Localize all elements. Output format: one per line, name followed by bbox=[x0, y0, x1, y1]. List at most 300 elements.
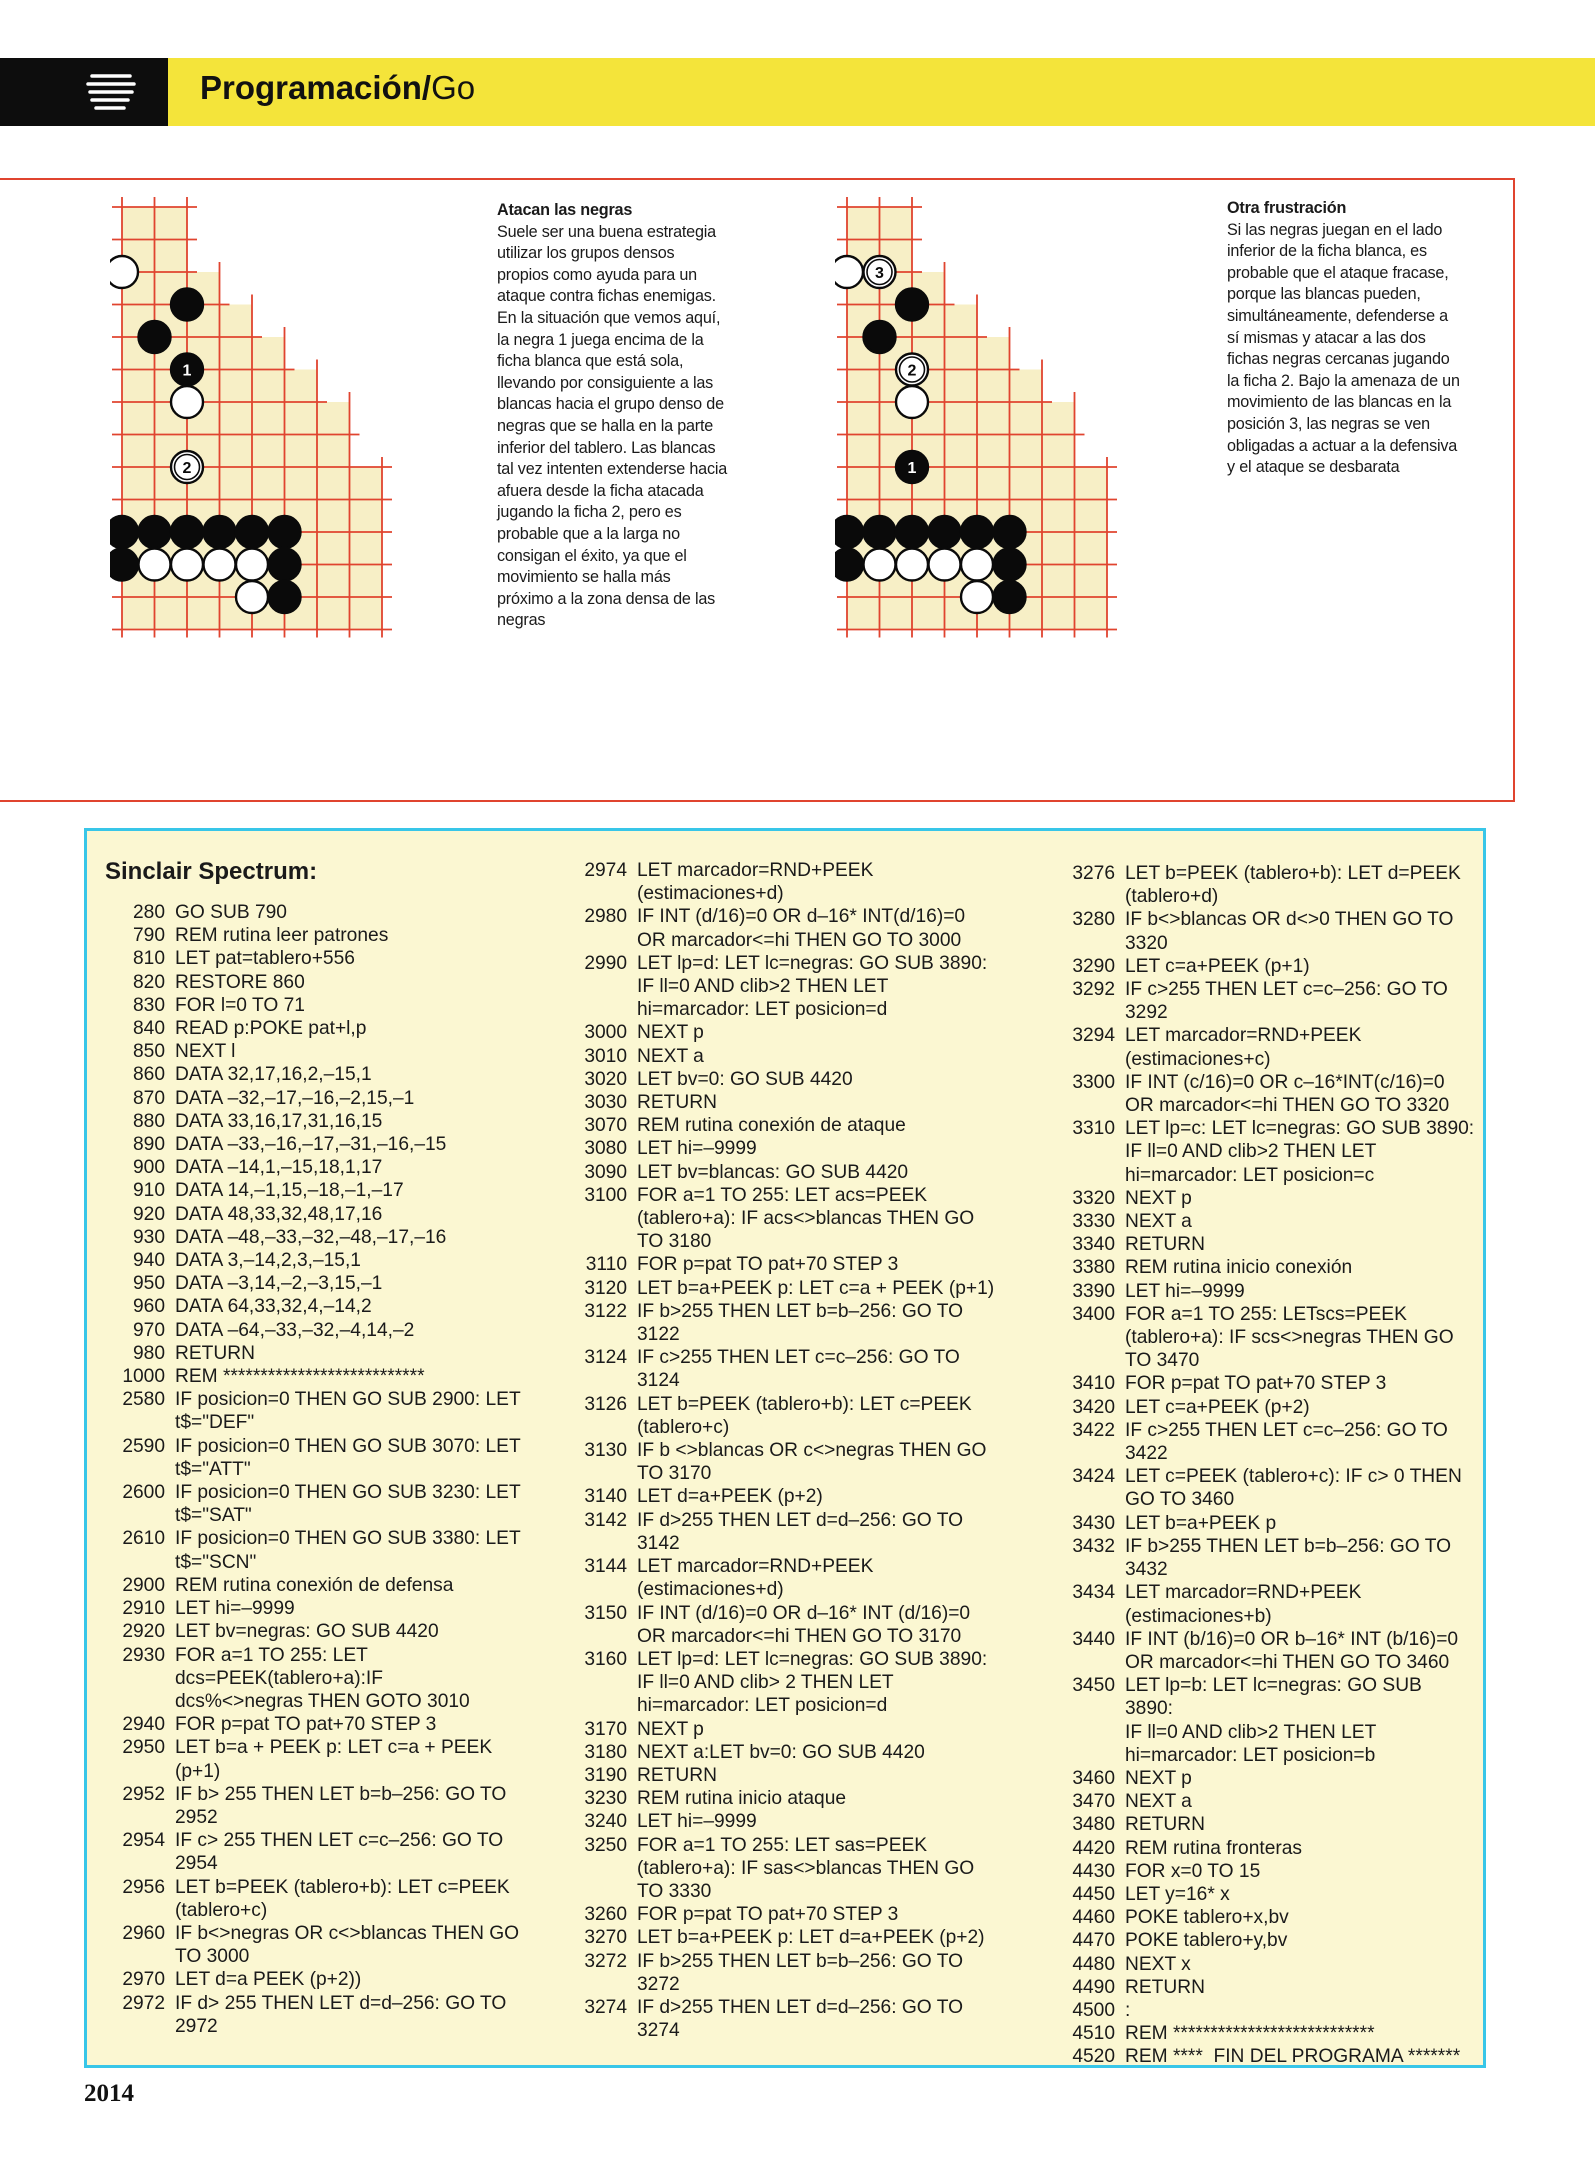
line-code: FOR l=0 TO 71 bbox=[175, 994, 305, 1016]
line-number: 3240 bbox=[584, 1811, 627, 1833]
code-line bbox=[105, 1968, 545, 1991]
code-line bbox=[567, 1137, 1017, 1160]
line-code: POKE tablero+x,bv bbox=[1125, 1907, 1289, 1929]
line-number: 3160 bbox=[584, 1648, 627, 1670]
line-code: IF posicion=0 THEN GO SUB 2900: LET t$="DEF" bbox=[175, 1389, 521, 1434]
code-line bbox=[1055, 862, 1475, 908]
line-code: NEXT x bbox=[1125, 1953, 1191, 1975]
line-code: DATA –3,14,–2,–3,15,–1 bbox=[175, 1273, 383, 1295]
code-line bbox=[567, 905, 1017, 951]
black-stone bbox=[994, 549, 1026, 581]
line-code: FOR x=0 TO 15 bbox=[1125, 1860, 1261, 1882]
line-code: REM rutina inicio conexión bbox=[1125, 1257, 1353, 1279]
line-number: 3142 bbox=[584, 1509, 627, 1531]
line-code: DATA –32,–17,–16,–2,15,–1 bbox=[175, 1087, 415, 1109]
line-code: IF d>255 THEN LET d=d–256: GO TO 3274 bbox=[637, 1996, 964, 2042]
code-line bbox=[1055, 1024, 1475, 1070]
line-code: IF INT (d/16)=0 OR d–16* INT (d/16)=0 OR marcador<=hi THEN GO TO 3170 bbox=[637, 1602, 971, 1647]
line-number: 940 bbox=[132, 1250, 165, 1272]
line-code: REM *************************** bbox=[1125, 2023, 1375, 2045]
line-number: 3340 bbox=[1072, 1234, 1115, 1256]
line-number: 4430 bbox=[1072, 1860, 1115, 1882]
code-line bbox=[567, 1253, 1017, 1276]
line-number: 860 bbox=[132, 1064, 165, 1086]
line-code: DATA 48,33,32,48,17,16 bbox=[175, 1203, 383, 1225]
line-number: 3424 bbox=[1072, 1466, 1115, 1488]
caption-line: la negra 1 juega encima de la bbox=[497, 330, 704, 349]
black-stone bbox=[835, 549, 863, 581]
black-stone bbox=[236, 516, 268, 548]
line-code: NEXT p bbox=[637, 1022, 704, 1044]
black-stone bbox=[896, 289, 928, 321]
caption-line: negras bbox=[497, 611, 546, 630]
code-line bbox=[567, 1903, 1017, 1926]
black-stone bbox=[139, 516, 171, 548]
code-line bbox=[1055, 1674, 1475, 1767]
code-line bbox=[105, 1783, 545, 1829]
line-number: 4460 bbox=[1072, 1907, 1115, 1929]
code-line bbox=[567, 1602, 1017, 1648]
caption-line: probable que el ataque fracase, bbox=[1227, 263, 1449, 282]
line-code: LET bv=0: GO SUB 4420 bbox=[637, 1068, 853, 1090]
line-code: RETURN bbox=[175, 1342, 255, 1364]
code-line bbox=[1055, 1187, 1475, 1210]
line-code: RESTORE 860 bbox=[175, 971, 305, 993]
line-code: RETURN bbox=[1125, 1234, 1205, 1256]
caption-line: la ficha 2. Bajo la amenaza de un bbox=[1227, 371, 1460, 390]
code-line bbox=[105, 1876, 545, 1922]
code-line bbox=[567, 1718, 1017, 1741]
line-code: RETURN bbox=[1125, 1814, 1205, 1836]
code-line bbox=[567, 1555, 1017, 1601]
listing-column-1 bbox=[105, 857, 545, 2038]
section-logo bbox=[0, 58, 168, 126]
black-stone bbox=[204, 516, 236, 548]
stacked-stripes-icon bbox=[78, 68, 148, 118]
line-code: FOR a=1 TO 255: LET sas=PEEK (tablero+a): IF sas<>blancas THEN GO TO 3330 bbox=[637, 1834, 975, 1902]
black-stone bbox=[864, 321, 896, 353]
line-number: 3320 bbox=[1072, 1187, 1115, 1209]
line-number: 2910 bbox=[122, 1598, 165, 1620]
line-number: 810 bbox=[132, 948, 165, 970]
line-code: GO SUB 790 bbox=[175, 902, 287, 923]
line-code: IF d> 255 THEN LET d=d–256: GO TO 2972 bbox=[175, 1992, 507, 2037]
code-line bbox=[105, 1110, 545, 1133]
line-code: IF INT (b/16)=0 OR b–16* INT (b/16)=0 OR marcador<=hi THEN GO TO 3460 bbox=[1125, 1628, 1459, 1673]
figure-2-caption-body bbox=[1227, 220, 1517, 479]
code-line bbox=[567, 1834, 1017, 1904]
line-number: 960 bbox=[132, 1296, 165, 1318]
caption-line: consigan el éxito, ya que el bbox=[497, 546, 687, 565]
line-number: 2900 bbox=[122, 1574, 165, 1596]
line-code: IF b<>blancas OR d<>0 THEN GO TO 3320 bbox=[1125, 909, 1454, 954]
line-number: 3180 bbox=[584, 1741, 627, 1763]
line-number: 920 bbox=[132, 1203, 165, 1225]
line-code: LET hi=–9999 bbox=[175, 1598, 295, 1620]
black-stone bbox=[110, 549, 138, 581]
code-line bbox=[105, 1388, 545, 1434]
program-listing bbox=[84, 828, 1486, 2068]
listing-column-3 bbox=[1055, 862, 1475, 2069]
line-code: DATA 33,16,17,31,16,15 bbox=[175, 1110, 383, 1132]
line-number: 3110 bbox=[585, 1254, 627, 1276]
white-stone bbox=[864, 256, 896, 288]
line-code: DATA –33,–16,–17,–31,–16,–15 bbox=[175, 1134, 447, 1156]
line-code: LET hi=–9999 bbox=[637, 1138, 757, 1160]
code-line bbox=[567, 1091, 1017, 1114]
line-code: LET y=16* x bbox=[1125, 1883, 1230, 1905]
line-number: 3124 bbox=[584, 1347, 627, 1369]
code-line bbox=[567, 1346, 1017, 1392]
line-code: IF d>255 THEN LET d=d–256: GO TO 3142 bbox=[637, 1509, 964, 1554]
line-number: 2974 bbox=[584, 860, 627, 881]
line-number: 2952 bbox=[122, 1783, 165, 1805]
caption-line: posición 3, las negras se ven bbox=[1227, 414, 1430, 433]
line-code: IF c> 255 THEN LET c=c–256: GO TO 2954 bbox=[175, 1830, 504, 1875]
line-number: 910 bbox=[132, 1180, 165, 1202]
code-line bbox=[105, 1597, 545, 1620]
line-number: 850 bbox=[132, 1041, 165, 1063]
code-line bbox=[105, 1272, 545, 1295]
stone-label: 3 bbox=[875, 265, 884, 282]
code-line bbox=[567, 952, 1017, 1022]
line-code: IF b>255 THEN LET b=b–256: GO TO 3272 bbox=[637, 1950, 964, 1995]
line-code: LET hi=–9999 bbox=[1125, 1280, 1245, 1302]
white-stone bbox=[171, 549, 203, 581]
code-line bbox=[105, 1226, 545, 1249]
line-code: IF INT (c/16)=0 OR c–16*INT(c/16)=0 OR marcador<=hi THEN GO TO 3320 bbox=[1125, 1071, 1450, 1117]
white-stone bbox=[896, 549, 928, 581]
line-code: LET bv=blancas: GO SUB 4420 bbox=[637, 1161, 909, 1183]
code-line bbox=[1055, 978, 1475, 1024]
code-line bbox=[1055, 1999, 1475, 2022]
line-number: 3080 bbox=[584, 1138, 627, 1160]
line-code: LET c=PEEK (tablero+c): IF c> 0 THEN GO TO 3460 bbox=[1125, 1466, 1462, 1511]
line-number: 3190 bbox=[584, 1764, 627, 1786]
code-line bbox=[1055, 1837, 1475, 1860]
line-number: 4520 bbox=[1072, 2046, 1115, 2068]
code-line bbox=[1055, 1117, 1475, 1187]
code-line bbox=[567, 1045, 1017, 1068]
line-code: IF posicion=0 THEN GO SUB 3230: LET t$="SAT" bbox=[175, 1482, 521, 1527]
code-line bbox=[105, 1087, 545, 1110]
line-code: REM rutina conexión de defensa bbox=[175, 1574, 454, 1596]
code-line bbox=[105, 1922, 545, 1968]
line-code: REM rutina leer patrones bbox=[175, 925, 389, 947]
line-code: IF b<>negras OR c<>blancas THEN GO TO 3000 bbox=[175, 1922, 520, 1968]
line-number: 2970 bbox=[122, 1969, 165, 1991]
line-number: 840 bbox=[132, 1018, 165, 1040]
line-number: 2580 bbox=[122, 1389, 165, 1411]
code-line bbox=[1055, 1767, 1475, 1790]
line-code: NEXT p bbox=[1125, 1767, 1192, 1789]
code-line bbox=[105, 1203, 545, 1226]
line-number: 4420 bbox=[1072, 1837, 1115, 1859]
code-line bbox=[567, 1787, 1017, 1810]
line-code: IF c>255 THEN LET c=c–256: GO TO 3422 bbox=[1125, 1419, 1448, 1465]
line-number: 890 bbox=[132, 1134, 165, 1156]
line-number: 4490 bbox=[1072, 1976, 1115, 1998]
code-line bbox=[1055, 1280, 1475, 1303]
line-code: NEXT a bbox=[1125, 1211, 1192, 1233]
line-number: 3390 bbox=[1072, 1280, 1115, 1302]
code-line bbox=[567, 1741, 1017, 1764]
code-line bbox=[567, 1485, 1017, 1508]
code-line bbox=[105, 1063, 545, 1086]
line-number: 830 bbox=[132, 994, 165, 1016]
black-stone bbox=[171, 354, 203, 386]
line-number: 3126 bbox=[584, 1393, 627, 1415]
caption-line: utilizar los grupos densos bbox=[497, 244, 675, 263]
stone-label: 2 bbox=[182, 460, 192, 477]
line-code: POKE tablero+y,bv bbox=[1125, 1930, 1288, 1952]
line-code: DATA 64,33,32,4,–14,2 bbox=[175, 1296, 372, 1318]
line-number: 3276 bbox=[1072, 863, 1115, 884]
white-stone bbox=[204, 549, 236, 581]
code-line bbox=[567, 1184, 1017, 1254]
black-stone bbox=[896, 516, 928, 548]
caption-line: simultáneamente, defenderse a bbox=[1227, 306, 1448, 325]
line-code: LET lp=d: LET lc=negras: GO SUB 3890: IF ll=0 AND clib>2 THEN LET hi=marcador: LET posicion=d bbox=[637, 952, 988, 1021]
code-line bbox=[105, 994, 545, 1017]
code-line bbox=[1055, 1813, 1475, 1836]
line-code: FOR p=pat TO pat+70 STEP 3 bbox=[175, 1714, 437, 1736]
line-number: 3292 bbox=[1072, 979, 1115, 1001]
line-number: 3260 bbox=[584, 1904, 627, 1926]
line-code: IF c>255 THEN LET c=c–256: GO TO 3292 bbox=[1125, 979, 1448, 1024]
code-line bbox=[1055, 2022, 1475, 2045]
caption-line: probable que a la larga no bbox=[497, 524, 680, 543]
code-line bbox=[567, 1764, 1017, 1787]
line-code: LET lp=b: LET lc=negras: GO SUB 3890: IF ll=0 AND clib>2 THEN LET hi=marcador: LET posicion=b bbox=[1125, 1675, 1422, 1766]
line-number: 3410 bbox=[1072, 1373, 1115, 1395]
code-line bbox=[1055, 1535, 1475, 1581]
line-code: REM *************************** bbox=[175, 1366, 425, 1388]
figure-2-caption-title: Otra frustración bbox=[1227, 199, 1347, 217]
code-line bbox=[1055, 1233, 1475, 1256]
code-line bbox=[105, 1435, 545, 1481]
caption-line: tal vez intenten extenderse hacia bbox=[497, 460, 728, 479]
line-number: 2954 bbox=[122, 1830, 165, 1852]
code-line bbox=[105, 1133, 545, 1156]
line-number: 3380 bbox=[1072, 1257, 1115, 1279]
line-code: NEXT a bbox=[637, 1045, 704, 1067]
code-line bbox=[105, 1295, 545, 1318]
line-code: LET b=a+PEEK p: LET d=a+PEEK (p+2) bbox=[637, 1927, 985, 1949]
white-stone bbox=[236, 549, 268, 581]
line-number: 3000 bbox=[584, 1022, 627, 1044]
code-line bbox=[1055, 1465, 1475, 1511]
black-stone bbox=[835, 516, 863, 548]
line-number: 3440 bbox=[1072, 1628, 1115, 1650]
line-code: LET d=a+PEEK (p+2) bbox=[637, 1486, 823, 1508]
code-line bbox=[1055, 1210, 1475, 1233]
caption-line: inferior del tablero. Las blancas bbox=[497, 438, 716, 457]
line-number: 3130 bbox=[584, 1440, 627, 1462]
code-line bbox=[1055, 1628, 1475, 1674]
code-line bbox=[105, 1342, 545, 1365]
code-line bbox=[1055, 1071, 1475, 1117]
code-line bbox=[1055, 1396, 1475, 1419]
line-code: IF posicion=0 THEN GO SUB 3380: LET t$="SCN" bbox=[175, 1528, 521, 1573]
caption-line: ataque contra fichas enemigas. bbox=[497, 287, 716, 306]
black-stone bbox=[269, 581, 301, 613]
line-number: 3434 bbox=[1072, 1582, 1115, 1604]
listing-column-2 bbox=[567, 859, 1017, 2042]
line-code: DATA –64,–33,–32,–4,14,–2 bbox=[175, 1319, 415, 1341]
code-line bbox=[567, 1509, 1017, 1555]
code-line bbox=[1055, 1303, 1475, 1373]
line-number: 3460 bbox=[1072, 1767, 1115, 1789]
line-number: 3120 bbox=[584, 1277, 627, 1299]
line-number: 3400 bbox=[1072, 1303, 1115, 1325]
code-line bbox=[567, 1277, 1017, 1300]
line-code: LET bv=negras: GO SUB 4420 bbox=[175, 1621, 439, 1643]
code-line bbox=[105, 1017, 545, 1040]
line-number: 2980 bbox=[584, 906, 627, 928]
line-number: 3010 bbox=[584, 1045, 627, 1067]
line-number: 820 bbox=[132, 971, 165, 993]
line-code: DATA –48,–33,–32,–48,–17,–16 bbox=[175, 1226, 447, 1248]
black-stone bbox=[269, 549, 301, 581]
line-code: READ p:POKE pat+l,p bbox=[175, 1018, 367, 1040]
line-code: NEXT l bbox=[175, 1041, 236, 1063]
line-number: 4500 bbox=[1072, 1999, 1115, 2021]
code-line bbox=[1055, 1419, 1475, 1465]
line-number: 4480 bbox=[1072, 1953, 1115, 1975]
line-number: 3450 bbox=[1072, 1675, 1115, 1697]
line-code: IF INT (d/16)=0 OR d–16* INT(d/16)=0 OR marcador<=hi THEN GO TO 3000 bbox=[637, 906, 966, 951]
code-line bbox=[1055, 1906, 1475, 1929]
line-number: 4450 bbox=[1072, 1883, 1115, 1905]
line-number: 880 bbox=[132, 1110, 165, 1132]
code-line bbox=[1055, 1953, 1475, 1976]
line-number: 3030 bbox=[584, 1092, 627, 1114]
line-number: 2990 bbox=[584, 952, 627, 974]
line-number: 3150 bbox=[584, 1602, 627, 1624]
line-number: 3144 bbox=[584, 1556, 627, 1578]
caption-line: llevando por consiguiente a las bbox=[497, 373, 714, 392]
code-line bbox=[1055, 1883, 1475, 1906]
white-stone bbox=[835, 256, 863, 288]
line-code: IF b>255 THEN LET b=b–256: GO TO 3432 bbox=[1125, 1535, 1452, 1581]
line-code: LET lp=d: LET lc=negras: GO SUB 3890: IF ll=0 AND clib> 2 THEN LET hi=marcador: LET posicion=d bbox=[637, 1648, 988, 1717]
figure-1-caption bbox=[497, 200, 787, 632]
code-line bbox=[567, 1021, 1017, 1044]
caption-line: jugando la ficha 2, pero es bbox=[497, 503, 682, 522]
line-code: : bbox=[1125, 1999, 1131, 2021]
line-number: 3272 bbox=[584, 1950, 627, 1972]
white-stone bbox=[929, 549, 961, 581]
line-number: 2956 bbox=[122, 1876, 165, 1898]
code-line bbox=[567, 1926, 1017, 1949]
black-stone bbox=[139, 321, 171, 353]
line-code: LET marcador=RND+PEEK (estimaciones+b) bbox=[1125, 1582, 1362, 1627]
code-line bbox=[567, 1810, 1017, 1833]
code-line bbox=[567, 1161, 1017, 1184]
go-board-figure-1 bbox=[110, 195, 490, 775]
line-number: 2920 bbox=[122, 1621, 165, 1643]
line-number: 2960 bbox=[122, 1922, 165, 1944]
white-stone bbox=[171, 451, 203, 483]
code-line bbox=[567, 1996, 1017, 2042]
code-line bbox=[105, 1040, 545, 1063]
code-line bbox=[567, 859, 1017, 905]
line-number: 980 bbox=[132, 1342, 165, 1364]
line-code: REM rutina conexión de ataque bbox=[637, 1115, 906, 1137]
line-code: NEXT a:LET bv=0: GO SUB 4420 bbox=[637, 1741, 925, 1763]
line-code: NEXT p bbox=[1125, 1187, 1192, 1209]
caption-line: sí mismas y atacar a las dos bbox=[1227, 328, 1426, 347]
black-stone bbox=[171, 516, 203, 548]
line-number: 3420 bbox=[1072, 1396, 1115, 1418]
code-line bbox=[105, 1319, 545, 1342]
line-number: 4470 bbox=[1072, 1930, 1115, 1952]
line-number: 3294 bbox=[1072, 1025, 1115, 1047]
code-line bbox=[105, 1179, 545, 1202]
caption-line: En la situación que vemos aquí, bbox=[497, 308, 721, 327]
code-line bbox=[105, 1365, 545, 1388]
line-number: 280 bbox=[132, 902, 165, 923]
line-number: 3122 bbox=[584, 1300, 627, 1322]
code-line bbox=[567, 1648, 1017, 1718]
line-code: LET lp=c: LET lc=negras: GO SUB 3890: IF ll=0 AND clib>2 THEN LET hi=marcador: LET posicion=c bbox=[1125, 1118, 1475, 1186]
code-line bbox=[105, 1156, 545, 1179]
code-line bbox=[1055, 1860, 1475, 1883]
line-code: REM rutina inicio ataque bbox=[637, 1788, 847, 1810]
line-number: 2590 bbox=[122, 1435, 165, 1457]
line-code: LET b=PEEK (tablero+b): LET c=PEEK (tablero+c) bbox=[175, 1876, 510, 1921]
page-number: 2014 bbox=[84, 2080, 134, 2107]
line-number: 3100 bbox=[584, 1184, 627, 1206]
caption-line: fichas negras cercanas jugando bbox=[1227, 350, 1450, 369]
caption-line: Suele ser una buena estrategia bbox=[497, 222, 716, 241]
white-stone bbox=[896, 386, 928, 418]
code-line bbox=[105, 1249, 545, 1272]
white-stone bbox=[961, 549, 993, 581]
line-code: FOR a=1 TO 255: LETscs=PEEK (tablero+a): IF scs<>negras THEN GO TO 3470 bbox=[1125, 1303, 1454, 1372]
black-stone bbox=[994, 581, 1026, 613]
caption-line: movimiento de las blancas en la bbox=[1227, 393, 1452, 412]
line-number: 3430 bbox=[1072, 1512, 1115, 1534]
line-code: FOR a=1 TO 255: LET acs=PEEK (tablero+a): IF acs<>blancas THEN GO TO 3180 bbox=[637, 1184, 975, 1253]
line-code: LET b=PEEK (tablero+b): LET d=PEEK (tablero+d) bbox=[1125, 863, 1461, 908]
line-number: 3432 bbox=[1072, 1535, 1115, 1557]
line-code: NEXT a bbox=[1125, 1791, 1192, 1813]
line-number: 3020 bbox=[584, 1068, 627, 1090]
code-line bbox=[1055, 955, 1475, 978]
line-code: LET c=a+PEEK (p+2) bbox=[1125, 1396, 1310, 1418]
line-code: DATA 32,17,16,2,–15,1 bbox=[175, 1064, 372, 1086]
code-line bbox=[105, 1992, 545, 2038]
code-line bbox=[1055, 1976, 1475, 1999]
figure-1-caption-title: Atacan las negras bbox=[497, 201, 633, 219]
code-line bbox=[105, 1481, 545, 1527]
line-number: 2940 bbox=[122, 1714, 165, 1736]
title-sub: Go bbox=[431, 69, 476, 106]
line-code: RETURN bbox=[1125, 1976, 1205, 1998]
line-code: LET marcador=RND+PEEK (estimaciones+d) bbox=[637, 860, 874, 905]
line-code: LET b=a+PEEK p: LET c=a + PEEK (p+1) bbox=[637, 1277, 995, 1299]
line-code: FOR p=pat TO pat+70 STEP 3 bbox=[637, 1254, 899, 1276]
line-code: FOR a=1 TO 255: LET dcs=PEEK(tablero+a):IF dcs%<>negras THEN GOTO 3010 bbox=[175, 1644, 470, 1712]
caption-line: blancas hacia el grupo denso de bbox=[497, 395, 724, 414]
line-code: IF posicion=0 THEN GO SUB 3070: LET t$="ATT" bbox=[175, 1435, 521, 1480]
line-number: 2950 bbox=[122, 1737, 165, 1759]
line-code: REM **** FIN DEL PROGRAMA ******* bbox=[1125, 2046, 1461, 2068]
line-number: 3422 bbox=[1072, 1419, 1115, 1441]
line-code: RETURN bbox=[637, 1092, 717, 1114]
